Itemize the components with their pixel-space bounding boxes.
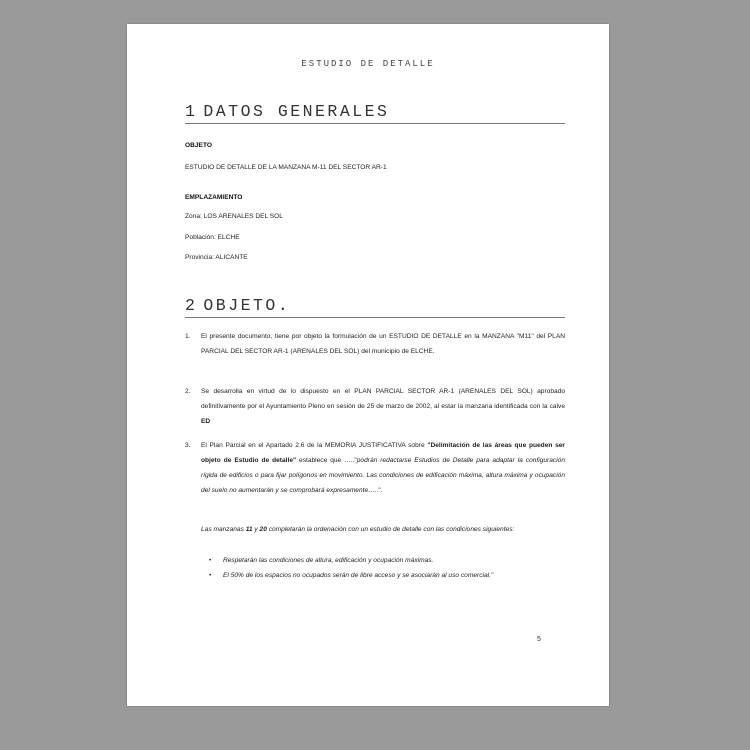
section-number: 2 [185, 296, 198, 315]
paragraph-number: 2. [185, 388, 191, 395]
section-title-datos-generales [185, 102, 565, 124]
page-number: 5 [537, 636, 541, 643]
clave-ed: ED [201, 418, 211, 425]
paragraph-number: 3. [185, 442, 191, 449]
paragraph-number: 1. [185, 333, 191, 340]
conditions-list [209, 553, 565, 583]
paragraph-1 [185, 329, 565, 359]
running-header: ESTUDIO DE DETALLE [301, 59, 435, 69]
list-item: • Respetarán las condiciones de altura, edificación y ocupación máximas. [209, 553, 565, 568]
bullet-icon: • [209, 557, 212, 564]
paragraph-text: El presente documento, tiene por objeto la formulación de un ESTUDIO DE DETALLE en la MANZANA "M11" del PLAN PARCIAL DEL SECTOR AR-1 (ARENALES DEL SOL) del municipio de ELCHE. [201, 333, 565, 355]
objeto-label: OBJETO [185, 142, 212, 149]
emplazamiento-label: EMPLAZAMIENTO [185, 194, 243, 201]
provincia-line: Provincia: ALICANTE [185, 254, 248, 261]
paragraph-text: Se desarrolla en virtud de lo dispuesto en el PLAN PARCIAL SECTOR AR-1 (ARENALES DEL SOL) aprobado definitivamente por el Ayuntamiento Pleno en sesión de 25 de marzo de 2002, al estar la manzana identificada con la calve ED [201, 388, 565, 425]
document-page [127, 24, 609, 706]
paragraph-2 [185, 384, 565, 429]
list-item: • El 50% de los espacios no ocupados serán de libre acceso y se asociarán al uso comercial." [209, 568, 565, 583]
section-title-text: DATOS GENERALES [203, 102, 390, 121]
section-title-objeto [185, 296, 565, 318]
zona-line: Zona: LOS ARENALES DEL SOL [185, 213, 283, 220]
paragraph-text: El Plan Parcial en el Apartado 2.6 de la MEMORIA JUSTIFICATIVA sobre "Delimitación de las áreas que pueden ser objeto de Estudio de detalle" establece que ….."podrán redactarse Estudios de Detalle para adaptar la configuración rígida de edificios o para fijar polígonos en movimiento. Las condiciones de edificación máxima, altura máxima y ocupación del suelo no aumentarán y se comprobará expresamente…..". [201, 442, 565, 494]
section-title-text: OBJETO. [203, 296, 291, 315]
paragraph-manzanas: Las manzanas 11 y 20 completarán la ordenación con un estudio de detalle con las condiciones siguientes: [201, 526, 515, 533]
poblacion-line: Población: ELCHE [185, 234, 240, 241]
section-number: 1 [185, 102, 198, 121]
bullet-icon: • [209, 572, 212, 579]
paragraph-3 [185, 438, 565, 498]
objeto-text: ESTUDIO DE DETALLE DE LA MANZANA M-11 DEL SECTOR AR-1 [185, 164, 387, 171]
